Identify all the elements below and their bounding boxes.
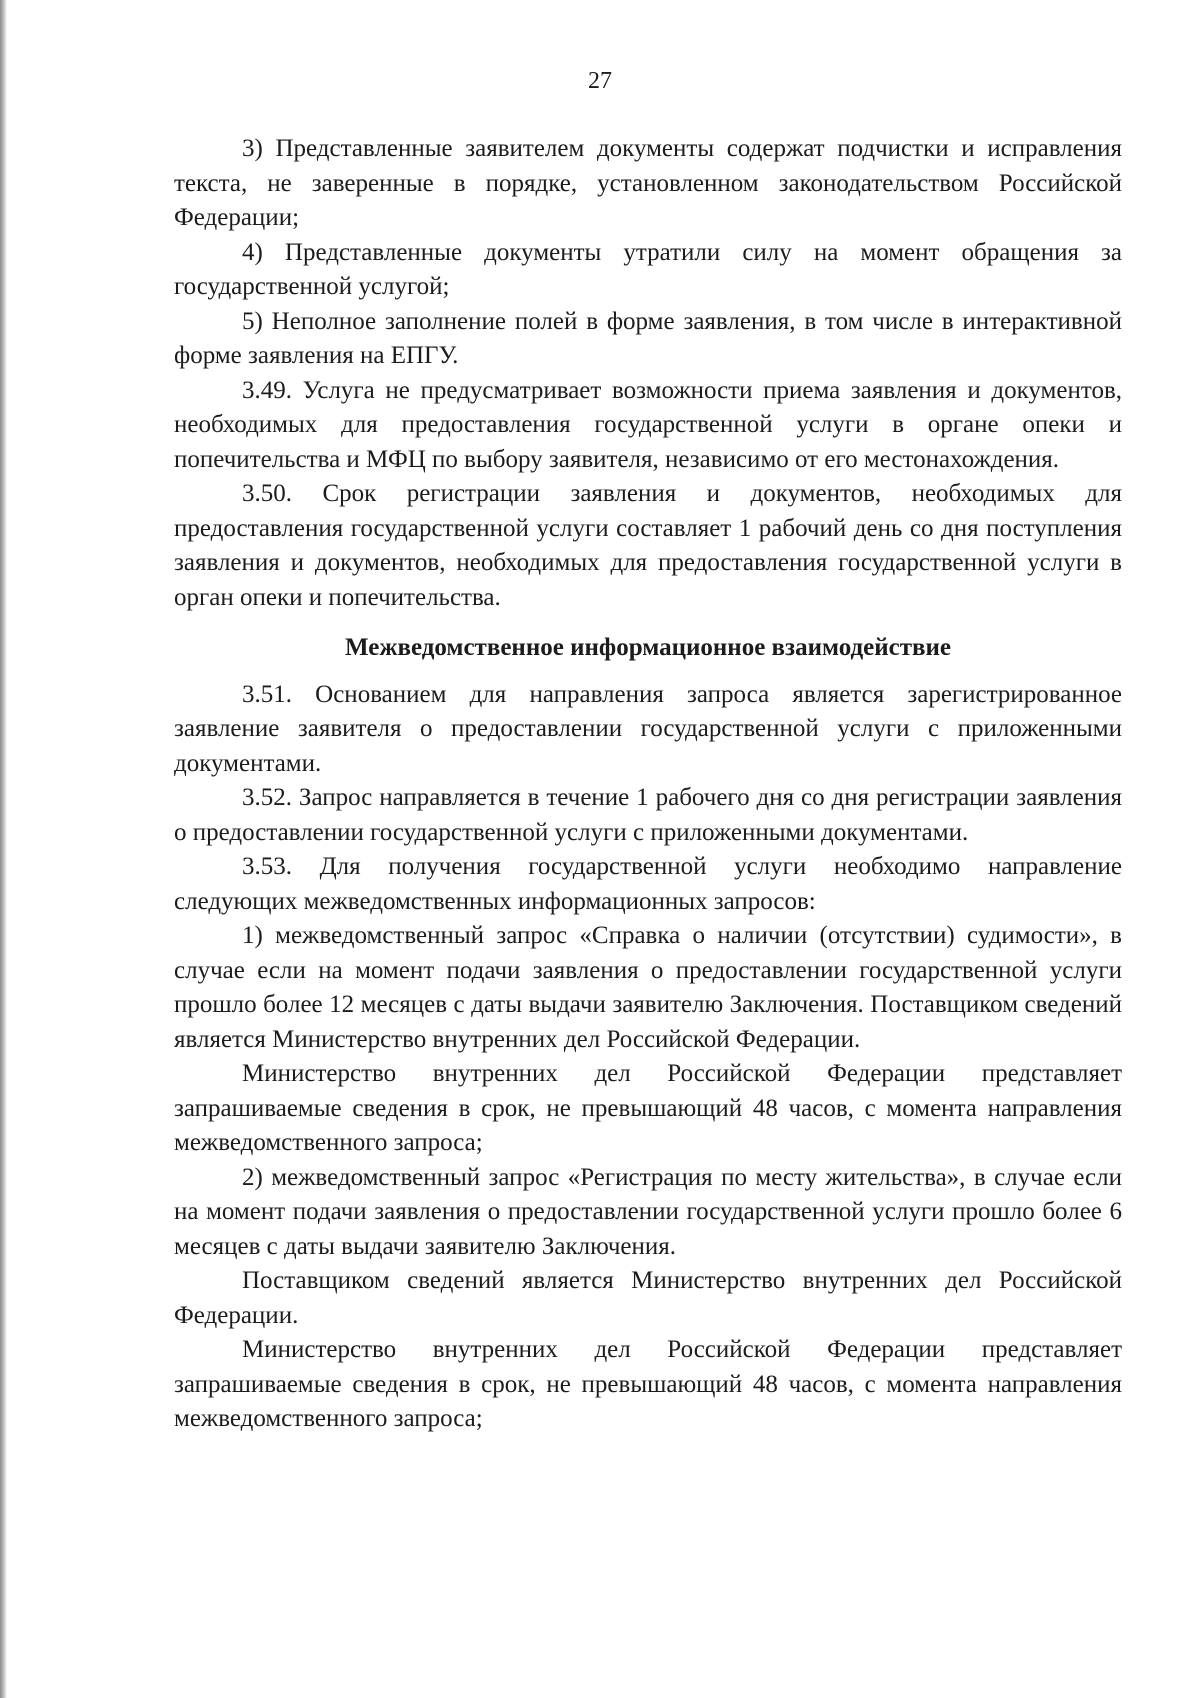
document-body [174,132,1122,1437]
scan-edge-shadow [0,0,7,1698]
request-item-1-criminal-record: 1) межведомственный запрос «Справка о наличии (отсутствии) судимости», в случае если на момент подачи заявления о предоставлении государственной услуги прошло более 12 месяцев с даты выдачи заявителю Заключения. Поставщиком сведений является Министерство внутренних дел Российской Федерации. [174,922,1122,1053]
clause-3-51: 3.51. Основанием для направления запроса является зарегистрированное заявление заявителя о предоставлении государственной услуги с приложенными документами. [174,680,1122,777]
request-item-2-residence-registration: 2) межведомственный запрос «Регистрация по месту жительства», в случае если на момент подачи заявления о предоставлении государственной услуги прошло более 6 месяцев с даты выдачи заявителю Заключения. [174,1163,1122,1260]
clause-3-52: 3.52. Запрос направляется в течение 1 рабочего дня со дня регистрации заявления о предоставлении государственной услуги с приложенными документами. [174,784,1122,846]
list-item-4-expired-documents: 4) Представленные документы утратили силу на момент обращения за государственной услугой; [174,238,1122,300]
clause-3-53: 3.53. Для получения государственной услуги необходимо направление следующих межведомственных информационных запросов: [174,853,1122,915]
ministry-response-term-2: Министерство внутренних дел Российской Федерации представляет запрашиваемые сведения в срок, не превышающий 48 часов, с момента направления межведомственного запроса; [174,1336,1122,1432]
page-number: 27 [588,68,612,94]
ministry-response-term-1: Министерство внутренних дел Российской Федерации представляет запрашиваемые сведения в срок, не превышающий 48 часов, с момента направления межведомственного запроса; [174,1060,1122,1156]
list-item-3-corrections: 3) Представленные заявителем документы содержат подчистки и исправления текста, не заверенные в порядке, установленном законодательством Российской Федерации; [174,135,1122,231]
list-item-5-incomplete-form: 5) Неполное заполнение полей в форме заявления, в том числе в интерактивной форме заявления на ЕПГУ. [174,307,1122,369]
data-provider-note: Поставщиком сведений является Министерство внутренних дел Российской Федерации. [174,1267,1122,1329]
section-heading: Межведомственное информационное взаимодействие [345,634,951,661]
clause-3-50: 3.50. Срок регистрации заявления и документов, необходимых для предоставления государственной услуги составляет 1 рабочий день со дня поступления заявления и документов, необходимых для предоставления государственной услуги в орган опеки и попечительства. [174,480,1122,611]
clause-3-49: 3.49. Услуга не предусматривает возможности приема заявления и документов, необходимых для предоставления государственной услуги в органе опеки и попечительства и МФЦ по выбору заявителя, независимо от его местонахождения. [174,376,1122,473]
